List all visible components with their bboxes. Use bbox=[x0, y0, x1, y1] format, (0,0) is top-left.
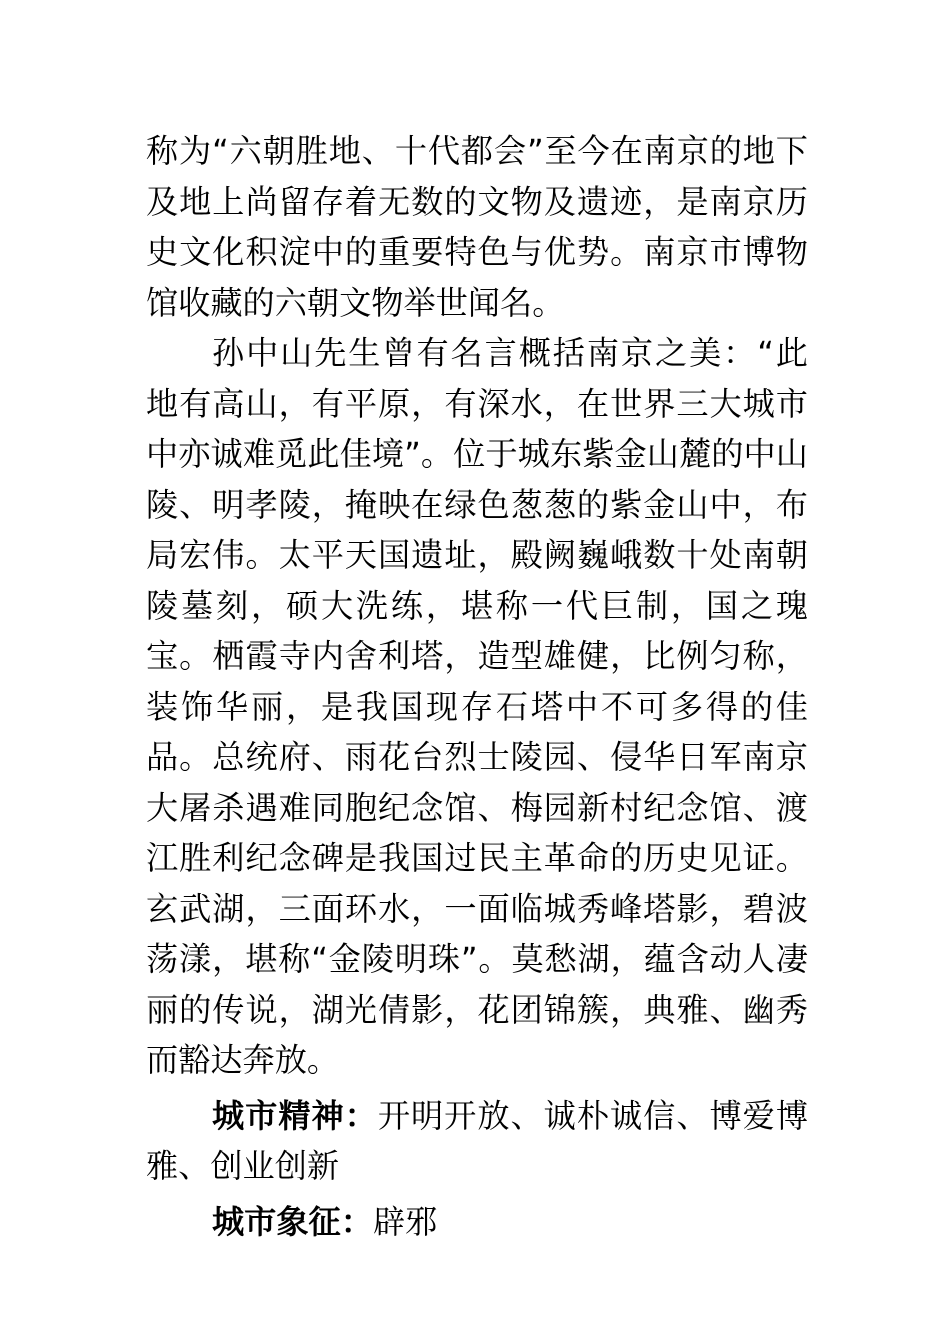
document-page bbox=[146, 126, 808, 1247]
city-symbol-value: 辟邪 bbox=[372, 1202, 438, 1241]
city-spirit-label: 城市精神： bbox=[212, 1096, 378, 1135]
city-spirit-line bbox=[146, 1091, 808, 1192]
city-spirit-value: 开明开放、诚朴诚信、博爱博雅、创业创新 bbox=[146, 1096, 809, 1185]
paragraph-six-dynasties: 称为“六朝胜地、十代都会”至今在南京的地下及地上尚留存着无数的文物及遗迹，是南京历史文化积淀中的重要特色与优势。南京市博物馆收藏的六朝文物举世闻名。 bbox=[146, 132, 808, 322]
city-symbol-label: 城市象征： bbox=[212, 1202, 373, 1241]
paragraph-sun-yatsen-quote: 孙中山先生曾有名言概括南京之美：“此地有高山，有平原，有深水，在世界三大城市中亦诚难觅此佳境”。位于城东紫金山麓的中山陵、明孝陵，掩映在绿色葱葱的紫金山中，布局宏伟。太平天国遗址，殿阙巍峨数十处南朝陵墓刻，硕大洗练，堪称一代巨制，国之瑰宝。栖霞寺内舍利塔，造型雄健，比例匀称，装饰华丽，是我国现存石塔中不可多得的佳品。总统府、雨花台烈士陵园、侵华日军南京大屠杀遇难同胞纪念馆、梅园新村纪念馆、渡江胜利纪念碑是我国过民主革命的历史见证。玄武湖，三面环水，一面临城秀峰塔影，碧波荡漾，堪称“金陵明珠”。莫愁湖，蕴含动人凄丽的传说，湖光倩影，花团锦簇，典雅、幽秀而豁达奔放。 bbox=[146, 334, 808, 1079]
city-symbol-line bbox=[146, 1197, 808, 1248]
